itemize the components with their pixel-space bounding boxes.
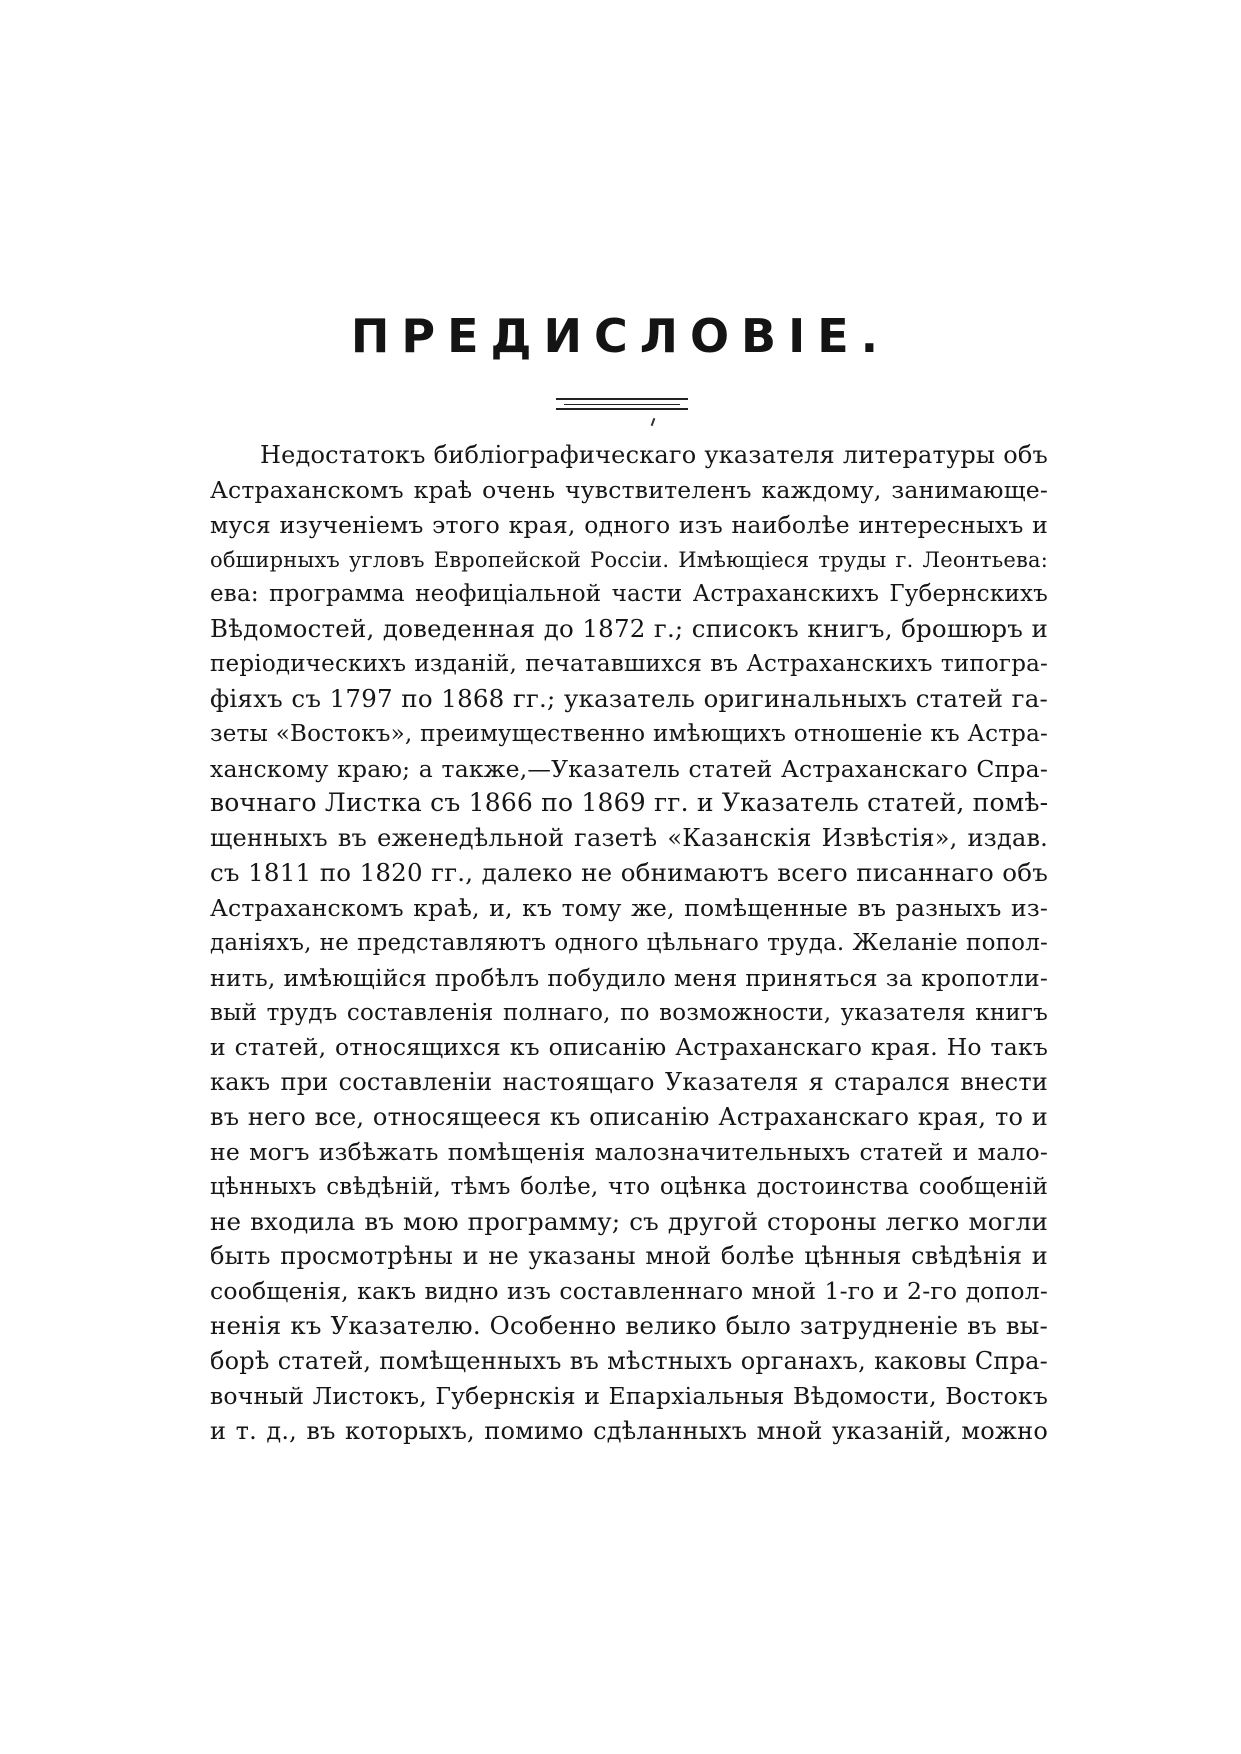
text-line: быть просмотрѣны и не указаны мной болѣе цѣнныя свѣдѣнія и bbox=[210, 1242, 1048, 1271]
print-mark bbox=[651, 418, 656, 426]
text-line: въ него все, относящееся къ описанію Астраханскаго края, то и bbox=[210, 1103, 1048, 1132]
text-line: Астраханскомъ краѣ очень чувствителенъ каждому, занимающе- bbox=[210, 475, 1048, 504]
text-line: ненія къ Указателю. Особенно велико было затрудненіе въ вы- bbox=[210, 1311, 1048, 1341]
text-line: вый трудъ составленія полнаго, по возможности, указателя книгъ bbox=[210, 999, 1048, 1026]
text-line: фіяхъ съ 1797 по 1868 гг.; указатель оригинальныхъ статей га- bbox=[210, 683, 1048, 713]
text-line: не входила въ мою программу; съ другой стороны легко могли bbox=[210, 1206, 1048, 1236]
text-line: даніяхъ, не представляютъ одного цѣльнаго труда. Желаніе попол- bbox=[210, 929, 1048, 956]
text-line: вочнаго Листка съ 1866 по 1869 гг. и Указатель статей, помѣ- bbox=[210, 788, 1049, 818]
text-line: и статей, относящихся къ описанію Астраханскаго края. Но такъ bbox=[210, 1033, 1048, 1062]
text-line: борѣ статей, помѣщенныхъ въ мѣстныхъ органахъ, каковы Спра- bbox=[210, 1346, 1048, 1375]
text-line: съ 1811 по 1820 гг., далеко не обнимаютъ всего писаннаго объ bbox=[210, 858, 1048, 888]
text-line: Недостатокъ библіографическаго указателя литературы объ bbox=[260, 441, 1048, 469]
text-line: сообщенія, какъ видно изъ составленнаго мной 1-го и 2-го допол- bbox=[210, 1277, 1048, 1306]
text-line: ханскому краю; а также,—Указатель статей Астраханскаго Спра- bbox=[210, 754, 1048, 783]
title-divider bbox=[556, 398, 688, 410]
text-line: не могъ избѣжать помѣщенія малозначительныхъ статей и мало- bbox=[210, 1137, 1048, 1166]
page-title: ПРЕДИСЛОВІЕ. bbox=[350, 309, 891, 363]
text-line: какъ при составленіи настоящаго Указателя я старался внести bbox=[210, 1068, 1048, 1097]
text-line: щенныхъ въ еженедѣльной газетѣ «Казанскія Извѣстія», издав. bbox=[210, 824, 1048, 853]
text-line: ева: программа неофиціальной части Астраханскихъ Губернскихъ bbox=[210, 581, 1048, 608]
text-line: и т. д., въ которыхъ, помимо сдѣланныхъ мной указаній, можно bbox=[210, 1416, 1048, 1445]
text-line: нить, имѣющійся пробѣлъ побудило меня приняться за кропотли- bbox=[210, 963, 1048, 992]
text-line: Астраханскомъ краѣ, и, къ тому же, помѣщенные въ разныхъ из- bbox=[210, 893, 1048, 922]
text-line: вочный Листокъ, Губернскія и Епархіальныя Вѣдомости, Востокъ bbox=[210, 1381, 1048, 1410]
text-line: обширныхъ угловъ Европейской Россіи. Имѣющіеся труды г. Леонтьева: bbox=[210, 547, 1048, 572]
text-line: цѣнныхъ свѣдѣній, тѣмъ болѣе, что оцѣнка достоинства сообщеній bbox=[210, 1173, 1048, 1200]
text-line: Вѣдомостей, доведенная до 1872 г.; списокъ книгъ, брошюръ и bbox=[210, 614, 1048, 644]
text-line: зеты «Востокъ», преимущественно имѣющихъ отношеніе къ Астра- bbox=[210, 720, 1048, 747]
preface-paragraph bbox=[210, 438, 1048, 1448]
text-line: періодическихъ изданій, печатавшихся въ Астраханскихъ типогра- bbox=[210, 651, 1048, 678]
text-line: муся изученіемъ этого края, одного изъ наиболѣе интересныхъ и bbox=[210, 510, 1048, 539]
